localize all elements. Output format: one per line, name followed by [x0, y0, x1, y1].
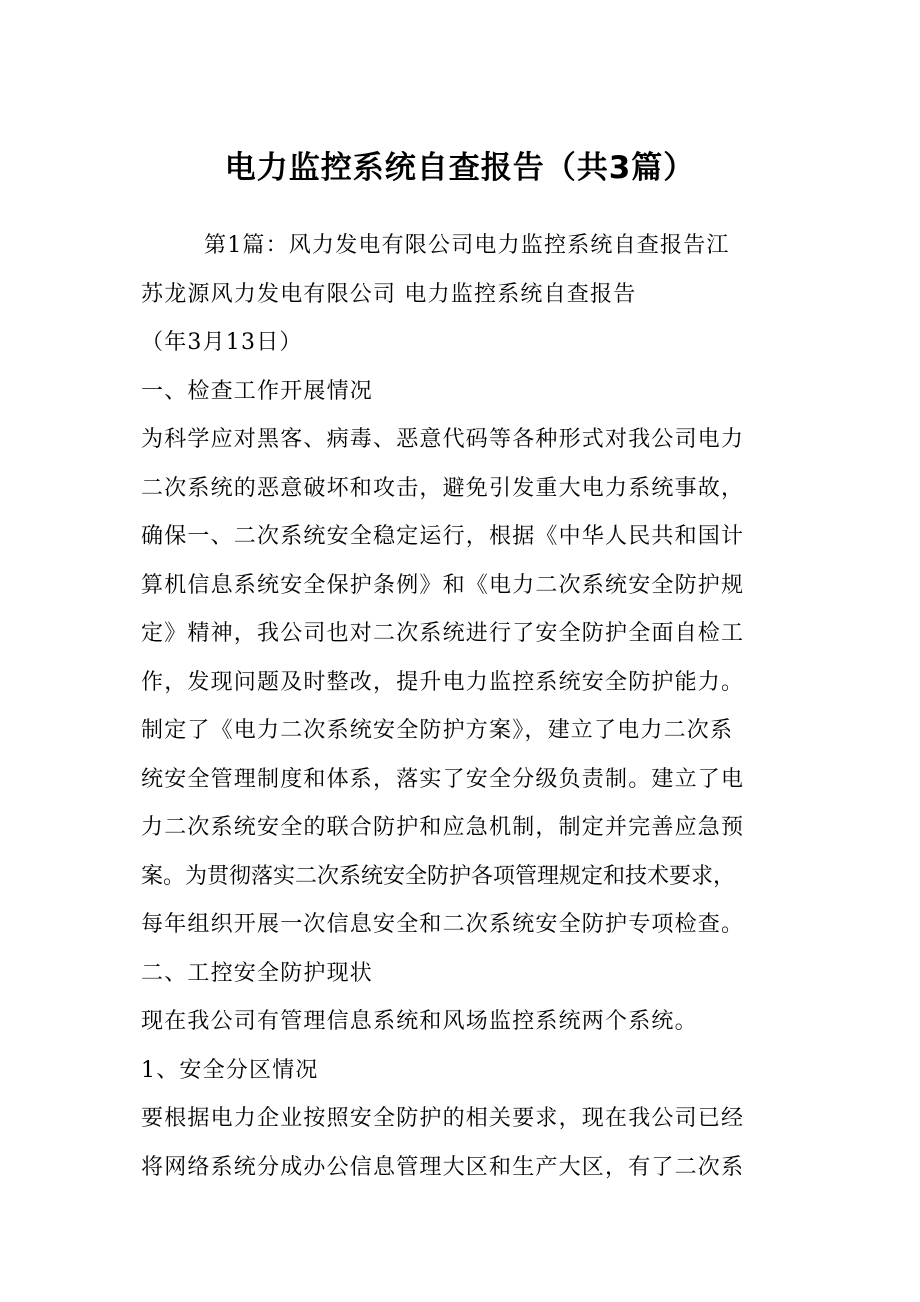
- paragraph-line: 要根据电力企业按照安全防护的相关要求，现在我公司已经: [141, 1106, 745, 1131]
- paragraph-line: 将网络系统分成办公信息管理大区和生产大区，有了二次系: [141, 1154, 745, 1180]
- paragraph-line: 每年组织开展一次信息安全和二次系统安全防护专项检查。: [141, 912, 745, 937]
- paragraph-line: 定》精神，我公司也对二次系统进行了安全防护全面自检工: [141, 621, 745, 646]
- paragraph-line: 为科学应对黑客、病毒、恶意代码等各种形式对我公司电力: [141, 427, 745, 452]
- paragraph-line: 算机信息系统安全保护条例》和《电力二次系统安全防护规: [141, 572, 745, 598]
- paragraph-line: 制定了《电力二次系统安全防护方案》，建立了电力二次系: [141, 718, 734, 743]
- section-heading: 一、检查工作开展情况: [141, 378, 374, 404]
- paragraph-line: 作，发现问题及时整改，提升电力监控系统安全防护能力。: [141, 669, 745, 695]
- paragraph-line: 力二次系统安全的联合防护和应急机制，制定并完善应急预: [141, 815, 745, 840]
- paragraph-line: 第1篇：风力发电有限公司电力监控系统自查报告江: [204, 233, 730, 258]
- document-title: 电力监控系统自查报告（共3篇）: [224, 150, 696, 186]
- section-heading: 二、工控安全防护现状: [141, 960, 374, 986]
- paragraph-line: 案。为贯彻落实二次系统安全防护各项管理规定和技术要求，: [141, 863, 736, 889]
- paragraph-line: 苏龙源风力发电有限公司 电力监控系统自查报告: [141, 281, 637, 307]
- paragraph-line: 确保一、二次系统安全稳定运行，根据《中华人民共和国计: [141, 524, 745, 549]
- document-body: [141, 222, 801, 1192]
- subsection-heading: 1、安全分区情况: [141, 1057, 319, 1083]
- paragraph-line: 现在我公司有管理信息系统和风场监控系统两个系统。: [141, 1009, 698, 1034]
- date-line: （年3月13日）: [141, 330, 303, 355]
- paragraph-line: 统安全管理制度和体系，落实了安全分级负责制。建立了电: [141, 766, 745, 792]
- paragraph-line: 二次系统的恶意破坏和攻击，避免引发重大电力系统事故，: [141, 475, 745, 501]
